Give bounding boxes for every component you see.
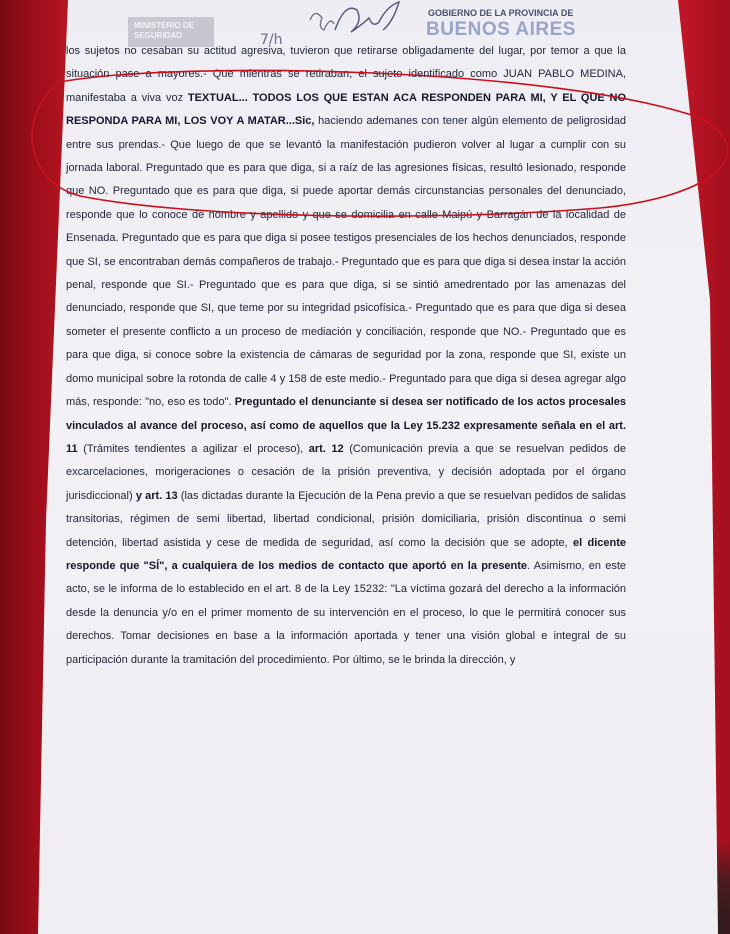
ministry-logo: MINISTERIO DE SEGURIDAD xyxy=(128,17,214,47)
document-body xyxy=(66,40,626,672)
government-title: BUENOS AIRES xyxy=(426,19,576,40)
body-paragraph: los sujetos no cesaban su actitud agresiva, tuvieron que retirarse obligadamente del lugar, por temor a que la situación pase a mayores.- Que mientras se retiraban, el sujeto identificado como JUAN PABLO MEDINA, manifestaba a viva voz TEXTUAL... TODOS LOS QUE ESTAN ACA RESPONDEN PARA MI, Y EL QUE NO RESPONDA PARA MI, LOS VOY A MATAR...Sic, haciendo ademanes con tener algún elemento de peligrosidad entre sus prendas.- Que luego de que se levantó la manifestación pudieron volver al lugar a cumplir con su jornada laboral. Preguntado que es para que diga, si a raíz de las agresiones físicas, resultó lesionado, responde que NO. Preguntado que es para que diga, si puede aportar demás circunstancias personales del denunciado, responde que lo conoce de nombre y apellido y que se domicilia en calle Maipú y Barragán de la localidad de Ensenada. Preguntado que es para que diga si posee testigos presenciales de los hechos denunciados, responde que SI, se encontraban demás compañeros de trabajo.- Preguntado que es para que diga si desea instar la acción penal, responde que SI.- Preguntado que es para que diga, si se sintió amedrentado por las amenazas del denunciado, responde que SI, que teme por su integridad psicofísica.- Preguntado que es para que diga si desea someter el presente conflicto a un proceso de mediación y conciliación, responde que NO.- Preguntado que es para que diga, si conoce sobre la existencia de cámaras de seguridad por la zona, responde que SI, existe un domo municipal sobre la rotonda de calle 4 y 158 de este medio.- Preguntado para que diga si desea agregar algo más, responde: "no, eso es todo". Preguntado el denunciante si desea ser notificado de los actos procesales vinculados al avance del proceso, así como de aquellos que la Ley 15.232 expresamente señala en el art. 11 (Trámites tendientes a agilizar el proceso), art. 12 (Comunicación previa a que se resuelvan pedidos de excarcelaciones, morigeraciones o cesación de la prisión preventiva, y decisión adoptada por el órgano jurisdiccional) y art. 13 (las dictadas durante la Ejecución de la Pena previo a que se resuelvan pedidos de salidas transitorias, régimen de semi libertad, libertad condicional, prisión domiciliaria, prisión discontinua o semi detención, libertad asistida y cese de medida de seguridad, así como la decisión que se adopte, el dicente responde que "SÍ", a cualquiera de los medios de contacto que aportó en la presente. Asimismo, en este acto, se le informa de lo establecido en el art. 8 de la Ley 15232: "La víctima gozará del derecho a la información desde la denuncia y/o en el primer momento de su intervención en el proceso, lo que le permitirá conocer sus derechos. Tomar decisiones en base a la información aportada y tener una visión global e integral de su participación durante la tramitación del procedimiento. Por último, se le brinda la dirección, y xyxy=(66,45,627,666)
signature-note: 7/h xyxy=(260,32,283,48)
government-label: GOBIERNO DE LA PROVINCIA DE xyxy=(428,8,574,18)
